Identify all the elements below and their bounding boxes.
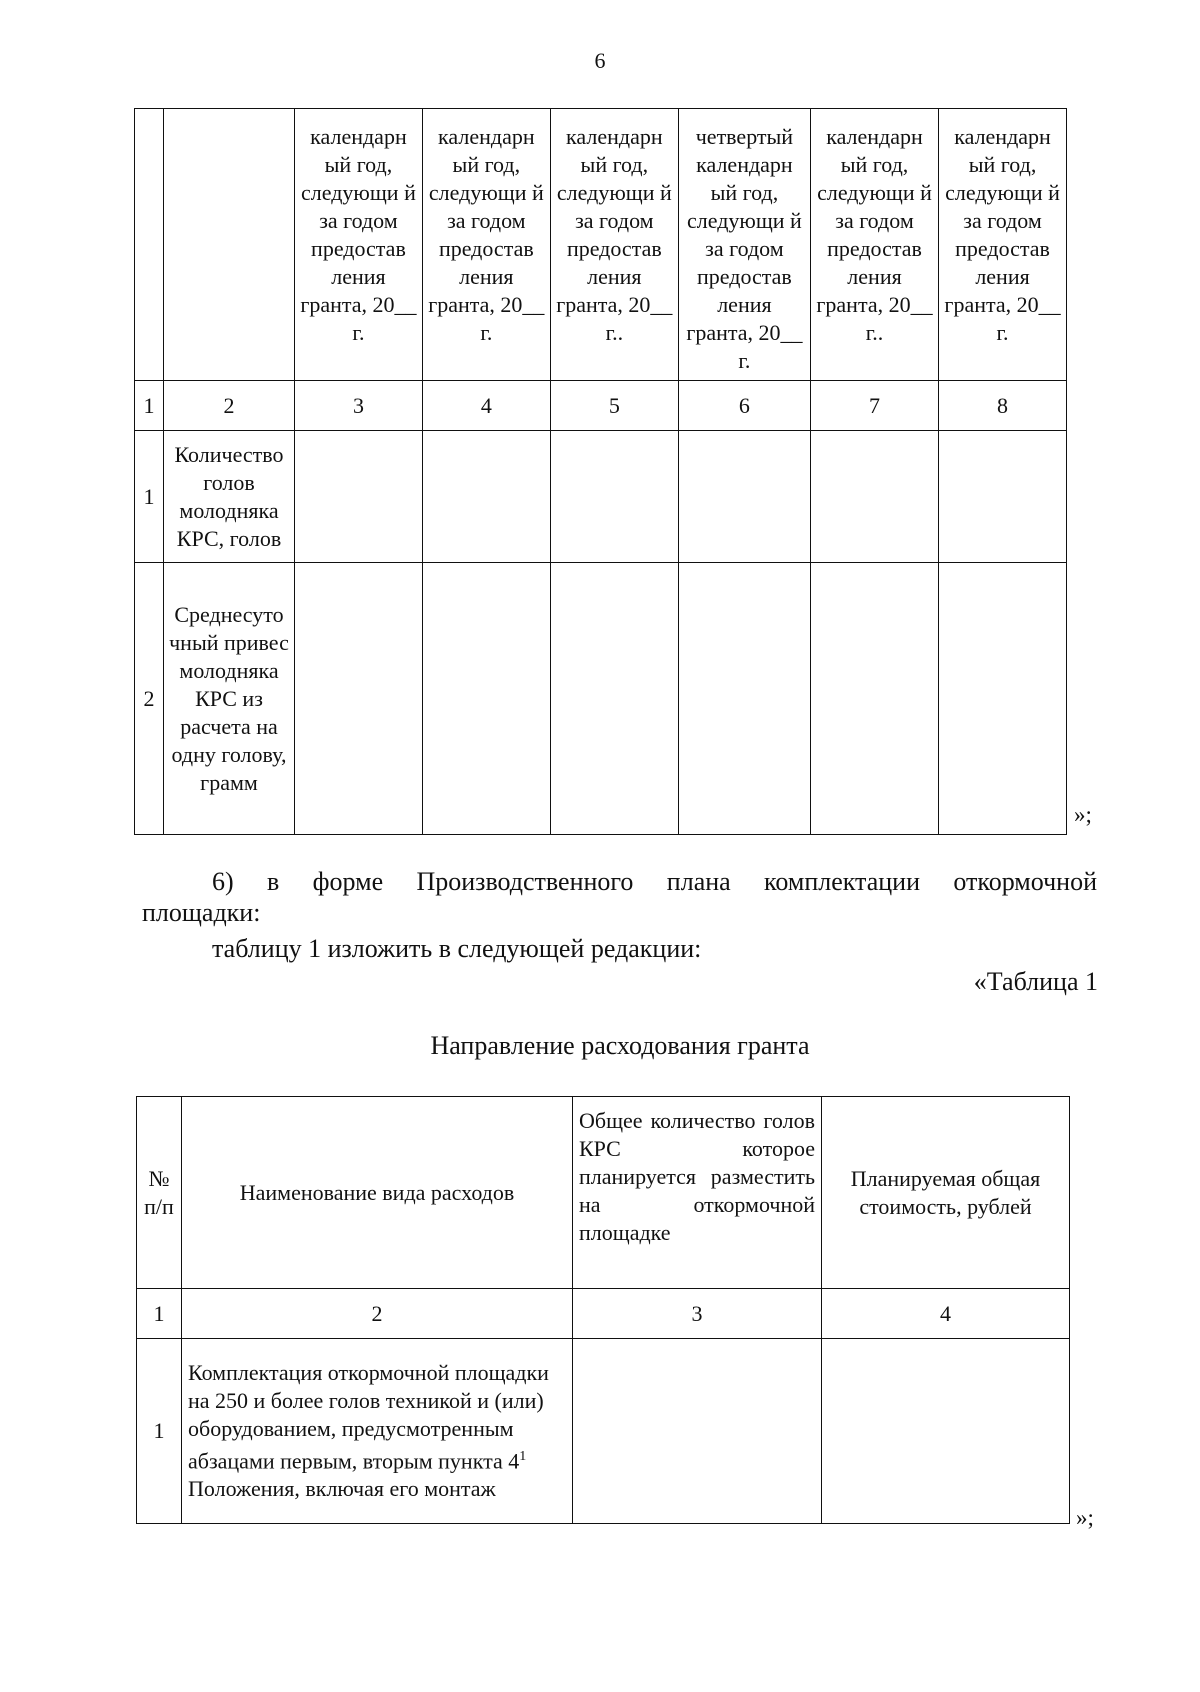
header-cell: четвертый календарн ый год, следующи й за годом предостав ления гранта, 20__ г. [678, 109, 810, 381]
header-cell: календарн ый год, следующи й за годом предостав ления гранта, 20__ г. [939, 109, 1067, 381]
page-number: 6 [594, 48, 606, 73]
header-cell: календарн ый год, следующи й за годом предостав ления гранта, 20__ г.. [810, 109, 938, 381]
table-header-row [135, 109, 1067, 381]
empty-cell [939, 431, 1067, 563]
column-number: 2 [164, 381, 295, 431]
table-header-row [137, 1097, 1070, 1289]
header-cell: календарн ый год, следующи й за годом предостав ления гранта, 20__ г. [422, 109, 550, 381]
column-number: 6 [678, 381, 810, 431]
column-number: 4 [822, 1289, 1070, 1339]
column-number: 8 [939, 381, 1067, 431]
table-row [135, 431, 1067, 563]
column-number: 2 [182, 1289, 573, 1339]
column-number: 5 [550, 381, 678, 431]
column-number-row [137, 1289, 1070, 1339]
column-number: 3 [573, 1289, 822, 1339]
empty-cell [422, 563, 550, 835]
header-cell: № п/п [137, 1097, 182, 1289]
section-title: Направление расходования гранта [430, 1031, 810, 1060]
empty-cell [810, 563, 938, 835]
header-cell: Наименование вида расходов [182, 1097, 573, 1289]
paragraph-line: таблицу 1 изложить в следующей редакции: [212, 934, 702, 963]
closing-quote: »; [1076, 1505, 1094, 1530]
row-name: Среднесуто чный привес молодняка КРС из расчета на одну голову, грамм [164, 563, 295, 835]
empty-cell [550, 563, 678, 835]
row-name-text: Положения, включая его монтаж [188, 1476, 496, 1502]
header-cell: Общее количество голов КРС которое планируется разместить на откормочной площадке [573, 1097, 822, 1289]
table-label: «Таблица 1 [973, 967, 1098, 996]
column-number: 1 [137, 1289, 182, 1339]
empty-cell [810, 431, 938, 563]
row-number: 1 [137, 1339, 182, 1524]
paragraph-line: площадки: [142, 898, 261, 927]
header-cell: календарн ый год, следующи й за годом предостав ления гранта, 20__ г.. [550, 109, 678, 381]
row-number: 2 [135, 563, 164, 835]
grant-expenditure-table [136, 1096, 1070, 1524]
empty-cell [822, 1339, 1070, 1524]
row-name [182, 1339, 573, 1524]
paragraph-line: 6) в форме Производственного плана комплектации откормочной [212, 867, 1097, 896]
empty-cell [295, 431, 423, 563]
empty-cell [678, 563, 810, 835]
closing-quote: »; [1074, 802, 1092, 827]
column-number: 4 [422, 381, 550, 431]
column-number-row [135, 381, 1067, 431]
column-number: 7 [810, 381, 938, 431]
row-number: 1 [135, 431, 164, 563]
header-cell-empty [164, 109, 295, 381]
row-name-text: Комплектация откормочной площадки на 250 и более голов техникой и (или) оборудованием, предусмотренным абзацами первым, вторым пункта 4 [188, 1359, 549, 1474]
empty-cell [939, 563, 1067, 835]
empty-cell [550, 431, 678, 563]
header-cell: календарн ый год, следующи й за годом предостав ления гранта, 20__ г. [295, 109, 423, 381]
row-name: Количество голов молодняка КРС, голов [164, 431, 295, 563]
column-number: 3 [295, 381, 423, 431]
table-row [135, 563, 1067, 835]
empty-cell [422, 431, 550, 563]
empty-cell [678, 431, 810, 563]
superscript: 1 [519, 1448, 527, 1464]
header-cell-empty [135, 109, 164, 381]
indicators-table [134, 108, 1067, 835]
empty-cell [295, 563, 423, 835]
amendment-paragraph [142, 866, 1097, 928]
table-row [137, 1339, 1070, 1524]
empty-cell [573, 1339, 822, 1524]
column-number: 1 [135, 381, 164, 431]
header-cell: Планируемая общая стоимость, рублей [822, 1097, 1070, 1289]
